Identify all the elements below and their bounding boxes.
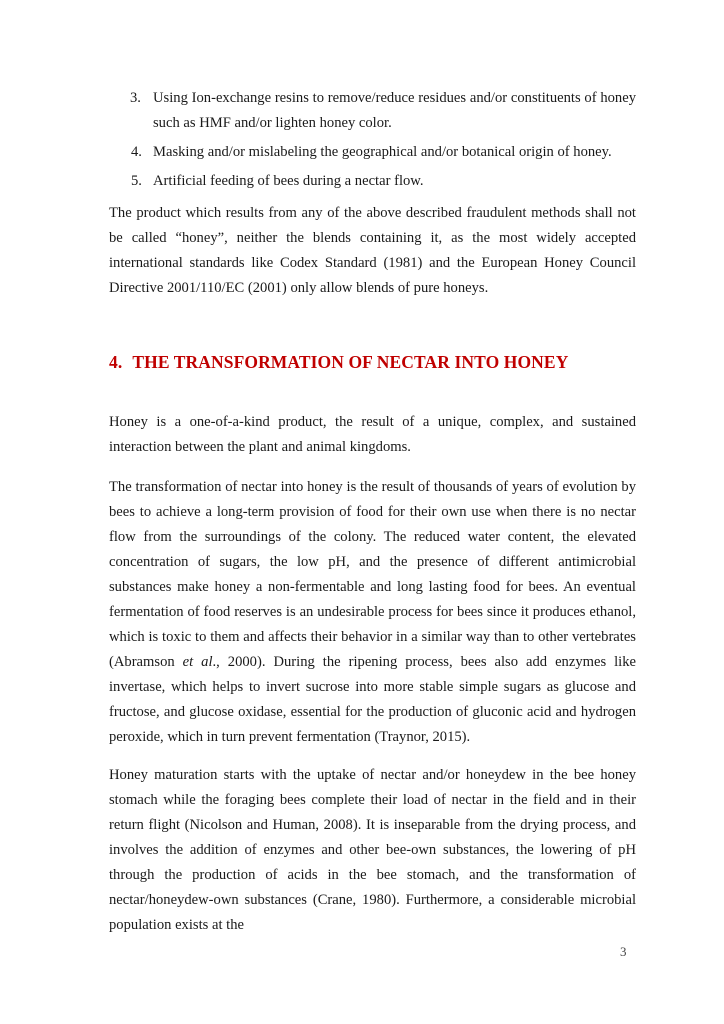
list-item-text: Masking and/or mislabeling the geographical and/or botanical origin of honey. [153,144,612,160]
list-item-text: Artificial feeding of bees during a nectar flow. [153,173,424,189]
list-item-text: Using Ion-exchange resins to remove/reduce residues and/or constituents of honey such as HMF and/or lighten honey color. [153,90,636,131]
paragraph-fraud-products: The product which results from any of the above described fraudulent methods shall not be called “honey”, neither the blends containing it, as the most widely accepted international standards like Codex Standard (1981) and the European Honey Council Directive 2001/110/EC (2001) only allow blends of pure honeys. [109,205,636,296]
citation-et-al: et al [182,654,213,670]
paragraph-evolution-text-1: The transformation of nectar into honey is the result of thousands of years of evolution by bees to achieve a long-term provision of food for their own use when there is no nectar flow from the surroundings of the colony. The reduced water content, the elevated concentration of sugars, the low pH, and the presence of different antimicrobial substances make honey a non-fermentable and long lasting food for bees. An eventual fermentation of food reserves is an undesirable process for bees since it produces ethanol, which is toxic to them and affects their behavior in a similar way than to other vertebrates (Abramson [109,479,636,670]
paragraph-intro: Honey is a one-of-a-kind product, the result of a unique, complex, and sustained interaction between the plant and animal kingdoms. [109,414,636,455]
section-heading [109,352,568,373]
list-item-number: 5. [131,173,142,189]
list-item-number: 3. [130,90,141,106]
paragraph-maturation: Honey maturation starts with the uptake of nectar and/or honeydew in the bee honey stomach while the foraging bees complete their load of nectar in the field and in their return flight (Nicolson and Human, 2008). It is inseparable from the drying process, and involves the addition of enzymes and other bee-own substances, the lowering of pH through the production of acids in the bee stomach, and the transformation of nectar/honeydew-own substances (Crane, 1980). Furthermore, a considerable microbial population exists at the [109,767,636,933]
list-item [109,140,636,165]
list-item-number: 4. [131,144,142,160]
section-number: 4. [109,352,123,372]
fraud-methods-list [109,86,636,194]
section-title: THE TRANSFORMATION OF NECTAR INTO HONEY [132,352,569,372]
list-item [109,86,636,136]
list-item [109,169,636,194]
paragraph-evolution [109,475,636,750]
paragraph-evolution-text-2: ., 2000). During the ripening process, bees also add enzymes like invertase, which helps to invert sucrose into more stable simple sugars as glucose and fructose, and glucose oxidase, essential for the production of gluconic acid and hydrogen peroxide, which in turn prevent fermentation (Traynor, 2015). [109,654,636,745]
page-number: 3 [620,944,627,959]
